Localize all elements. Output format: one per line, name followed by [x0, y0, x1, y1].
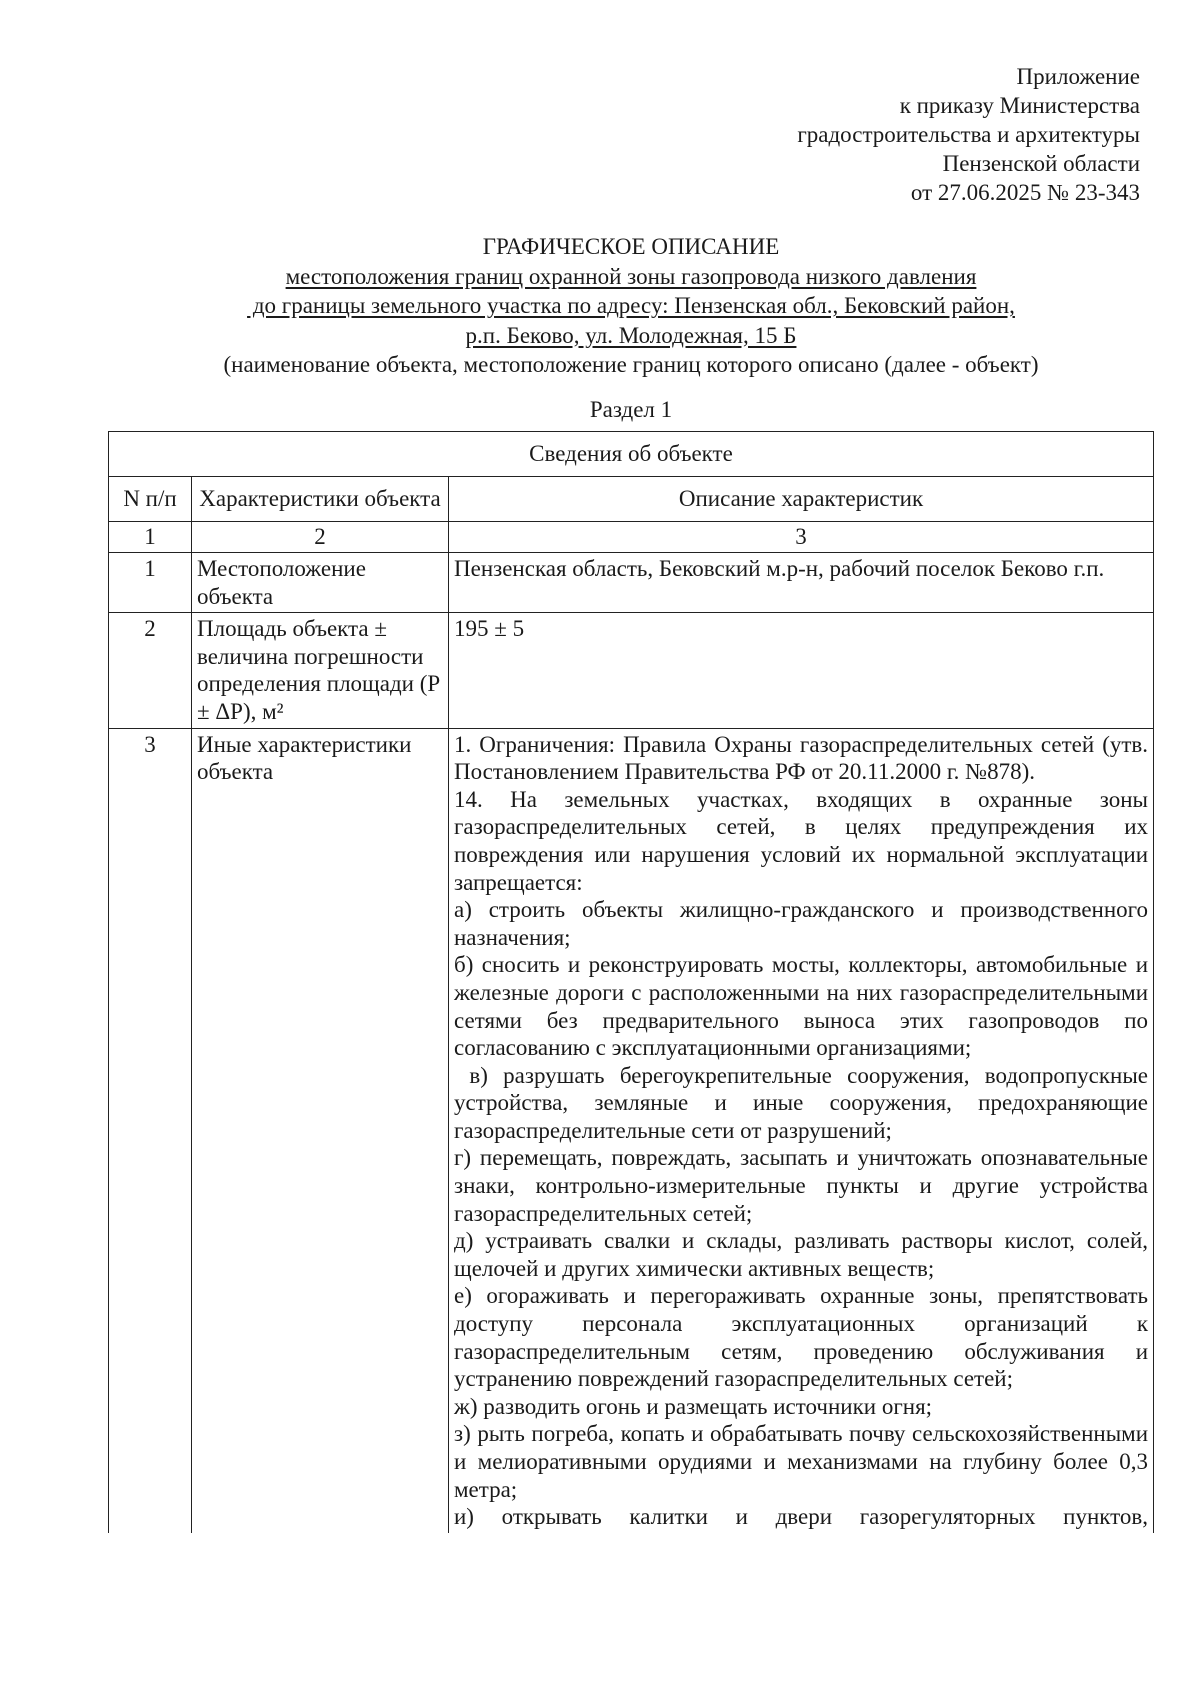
- row-description: Пензенская область, Бековский м.р-н, рабочий поселок Беково г.п.: [449, 553, 1154, 613]
- row-description-restrictions: [449, 728, 1154, 1533]
- table-caption: Сведения об объекте: [109, 432, 1154, 477]
- document-heading: [0, 232, 1200, 380]
- object-name-line: местоположения границ охранной зоны газопровода низкого давления: [285, 263, 977, 289]
- column-number: 3: [449, 522, 1154, 553]
- appendix-line: Пензенской области: [942, 151, 1140, 176]
- table-row: [109, 728, 1154, 1533]
- restriction-paragraph: а) строить объекты жилищно-гражданского и производственного назначения;: [454, 897, 1149, 950]
- column-number-row: [109, 522, 1154, 553]
- restriction-paragraph: д) устраивать свалки и склады, разливать растворы кислот, солей, щелочей и других химически активных веществ;: [454, 1228, 1149, 1281]
- column-header: Описание характеристик: [449, 477, 1154, 522]
- column-header: Характеристики объекта: [192, 477, 449, 522]
- appendix-header: [440, 62, 1140, 207]
- object-name-line: до границы земельного участка по адресу: Пензенская обл., Бековский район,: [247, 293, 1015, 318]
- appendix-line: градостроительства и архитектуры: [797, 122, 1140, 147]
- row-description: 195 ± 5: [449, 613, 1154, 728]
- row-number: 1: [109, 553, 192, 613]
- appendix-line: Приложение: [1016, 64, 1140, 89]
- table-header-row: [109, 477, 1154, 522]
- restriction-paragraph: е) огораживать и перегораживать охранные зоны, препятствовать доступу персонала эксплуатационных организаций к газораспределительным сетям, проведению обслуживания и устранению повреждений газораспределительных сетей;: [454, 1283, 1149, 1392]
- table-row: [109, 613, 1154, 728]
- row-number: 3: [109, 728, 192, 1533]
- section-label: Раздел 1: [589, 397, 673, 422]
- object-name-line: р.п. Беково, ул. Молодежная, 15 Б: [465, 322, 797, 348]
- object-name-note: (наименование объекта, местоположение границ которого описано (далее - объект): [223, 352, 1039, 377]
- object-info-table: [108, 431, 1154, 1533]
- restriction-paragraph: г) перемещать, повреждать, засыпать и уничтожать опознавательные знаки, контрольно-измерительные пункты и другие устройства газораспределительных сетей;: [454, 1145, 1149, 1226]
- row-number: 2: [109, 613, 192, 728]
- row-characteristic: Иные характеристики объекта: [192, 728, 449, 1533]
- appendix-date-number: от 27.06.2025 № 23-343: [910, 180, 1140, 205]
- column-number: 2: [192, 522, 449, 553]
- row-characteristic: Местоположение объекта: [192, 553, 449, 613]
- restriction-paragraph: 14. На земельных участках, входящих в охранные зоны газораспределительных сетей, в целях предупреждения их повреждения или нарушения условий их нормальной эксплуатации запрещается:: [454, 786, 1149, 895]
- restriction-paragraph: 1. Ограничения: Правила Охраны газораспределительных сетей (утв. Постановлением Правительства РФ от 20.11.2000 г. №878).: [454, 731, 1149, 785]
- column-number: 1: [109, 522, 192, 553]
- appendix-line: к приказу Министерства: [899, 93, 1140, 118]
- restriction-paragraph: б) сносить и реконструировать мосты, коллекторы, автомобильные и железные дороги с расположенными на них газораспределительными сетями без предварительного выноса этих газопроводов по согласованию с эксплуатационными организациями;: [454, 952, 1149, 1061]
- restriction-paragraph: и) открывать калитки и двери газорегуляторных пунктов,: [454, 1504, 1149, 1530]
- restriction-paragraph: з) рыть погреба, копать и обрабатывать почву сельскохозяйственными и мелиоративными орудиями и механизмами на глубину более 0,3 метра;: [454, 1421, 1149, 1502]
- table-row: [109, 553, 1154, 613]
- column-header: N п/п: [109, 477, 192, 522]
- row-characteristic: Площадь объекта ± величина погрешности определения площади (Р ± ΔР), м²: [192, 613, 449, 728]
- restriction-paragraph: в) разрушать берегоукрепительные сооружения, водопропускные устройства, земляные и иные сооружения, предохраняющие газораспределительные сети от разрушений;: [454, 1062, 1154, 1143]
- restriction-paragraph: ж) разводить огонь и размещать источники огня;: [454, 1393, 933, 1419]
- document-title: ГРАФИЧЕСКОЕ ОПИСАНИЕ: [482, 234, 780, 259]
